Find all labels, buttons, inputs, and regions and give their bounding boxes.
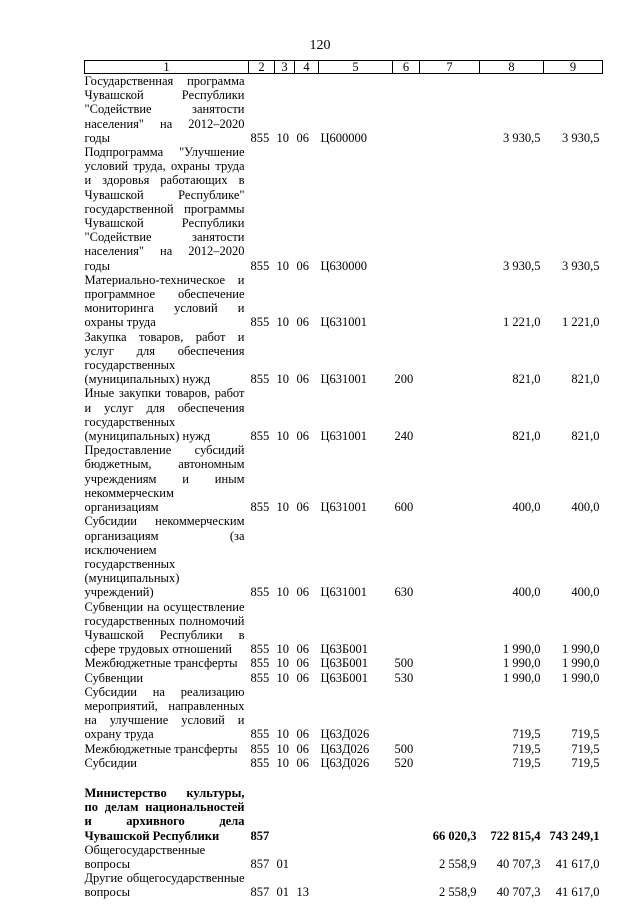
expense-type-code: 200 [394,372,414,387]
subsection-code: 06 [296,315,309,330]
amount-col7 [420,386,480,443]
amount-col7 [420,330,480,387]
amount-col8: 821,0 [512,429,541,444]
amount-col9: 719,5 [571,741,600,756]
amount-col8: 719,5 [512,727,541,742]
amount-col8: 1 990,0 [503,670,541,685]
amount-col9: 41 617,0 [555,885,600,900]
expense-type-code: 520 [394,755,414,770]
column-header-4: 4 [295,61,319,74]
target-article-code [319,786,393,843]
amount-col9: 719,5 [571,755,600,770]
section-code: 10 [276,642,289,657]
section-code: 10 [276,755,289,770]
spacer-row [85,770,603,786]
amount-col7 [420,685,480,742]
amount-col8: 3 930,5 [503,258,541,273]
amount-col7 [420,600,480,657]
amount-col8: 821,0 [512,372,541,387]
expense-type-code [393,600,420,657]
expense-type-code: 530 [394,670,414,685]
column-header-5: 5 [319,61,393,74]
expense-type-code [393,145,420,273]
target-article-code: Ц600000 [320,130,368,145]
subsection-code: 06 [296,258,309,273]
target-article-code [319,843,393,871]
target-article-code: Ц63Д026 [320,755,370,770]
ministry-code: 855 [250,642,270,657]
amount-col9: 821,0 [571,372,600,387]
amount-col7 [420,273,480,330]
row-name: Подпрограмма "Улучшение условий труда, охраны труда и здоровья работающих в Чувашской Республике" государственной программы Чувашской Республики "Содействие занятости населения" на 2012–2020 годы [84,145,245,273]
subsection-code: 06 [296,727,309,742]
section-code: 10 [276,429,289,444]
amount-col9: 41 617,0 [555,856,600,871]
ministry-code: 855 [250,372,270,387]
subsection-code: 06 [296,130,309,145]
table-row [85,386,603,443]
row-name: Межбюджетные трансферты [84,741,238,756]
subsection-code: 06 [296,670,309,685]
column-header-7: 7 [420,61,480,74]
amount-col7 [420,671,480,685]
amount-col8: 722 815,4 [490,828,541,843]
row-name: Общегосударственные вопросы [84,842,206,871]
amount-col8: 400,0 [512,500,541,515]
subsection-code: 06 [296,372,309,387]
amount-col9: 400,0 [571,500,600,515]
row-name: Государственная программа Чувашской Республики "Содействие занятости населения" на 2012–2020 годы [84,74,245,145]
amount-col7 [420,514,480,599]
expense-type-code [393,685,420,742]
row-name: Иные закупки товаров, работ и услуг для обеспечения государственных (муниципальных) нужд [84,386,245,444]
subsection-code: 06 [296,585,309,600]
section-code: 10 [276,130,289,145]
expense-type-code [393,786,420,843]
amount-col8: 719,5 [512,755,541,770]
target-article-code: Ц63Б001 [320,656,368,671]
amount-col7: 66 020,3 [432,828,477,843]
section-code: 10 [276,585,289,600]
amount-col7: 2 558,9 [439,856,477,871]
table-row [85,871,603,899]
row-name: Субсидии на реализацию мероприятий, направленных на улучшение условий и охрану труда [84,684,245,742]
target-article-code: Ц630000 [320,258,368,273]
row-name: Субсидии [84,755,137,770]
row-name: Предоставление субсидий бюджетным, автономным учреждениям и иным некоммерческим организациям [84,443,245,515]
amount-col7 [420,656,480,670]
table-row [85,843,603,871]
subsection-code: 06 [296,642,309,657]
budget-table [84,60,603,900]
column-number-header [85,61,603,74]
amount-col8: 1 990,0 [503,656,541,671]
expense-type-code [393,273,420,330]
amount-col7 [420,443,480,514]
spacer-cell [85,770,603,786]
column-header-3: 3 [275,61,295,74]
table-row [85,742,603,756]
amount-col8: 3 930,5 [503,130,541,145]
table-row [85,786,603,843]
expense-type-code [393,871,420,899]
row-name: Субсидии некоммерческим организациям (за исключением государственных (муниципальных) учреждений) [84,514,245,600]
amount-col8: 719,5 [512,741,541,756]
section-code: 10 [276,258,289,273]
ministry-code: 857 [250,856,270,871]
target-article-code: Ц631001 [320,315,368,330]
amount-col9: 3 930,5 [562,258,600,273]
table-row [85,685,603,742]
table-row [85,756,603,770]
target-article-code: Ц631001 [320,500,368,515]
amount-col8: 40 707,3 [496,856,541,871]
expense-type-code [393,843,420,871]
target-article-code: Ц63Д026 [320,741,370,756]
row-name: Министерство культуры, по делам национальностей и архивного дела Чувашской Республики [84,785,245,843]
column-header-2: 2 [249,61,275,74]
amount-col9: 1 990,0 [562,670,600,685]
subsection-code: 06 [296,656,309,671]
section-code: 10 [276,372,289,387]
ministry-code: 855 [250,656,270,671]
page-number: 120 [309,38,331,53]
expense-type-code: 500 [394,741,414,756]
column-header-1: 1 [85,61,249,74]
subsection-code: 06 [296,755,309,770]
expense-type-code: 600 [394,500,414,515]
ministry-code: 855 [250,727,270,742]
row-name: Закупка товаров, работ и услуг для обеспечения государственных (муниципальных) нужд [84,329,245,387]
amount-col9: 743 249,1 [549,828,600,843]
amount-col8: 1 221,0 [503,315,541,330]
subsection-code: 06 [296,741,309,756]
ministry-code: 855 [250,258,270,273]
target-article-code: Ц63Б001 [320,670,368,685]
ministry-code: 855 [250,755,270,770]
row-name: Субвенции на осуществление государственных полномочий Чувашской Республики в сфере трудовых отношений [84,599,245,657]
target-article-code: Ц631001 [320,372,368,387]
amount-col8: 400,0 [512,585,541,600]
ministry-code: 855 [250,741,270,756]
section-code [275,786,295,843]
ministry-code: 855 [250,500,270,515]
ministry-code: 855 [250,585,270,600]
target-article-code: Ц63Б001 [320,642,368,657]
column-header-6: 6 [393,61,420,74]
table-row [85,74,603,146]
target-article-code: Ц631001 [320,429,368,444]
table-row [85,443,603,514]
column-header-8: 8 [480,61,544,74]
subsection-code: 06 [296,500,309,515]
section-code: 10 [276,315,289,330]
amount-col9: 3 930,5 [562,130,600,145]
amount-col9: 1 221,0 [562,315,600,330]
table-row [85,145,603,273]
row-name: Межбюджетные трансферты [84,656,238,671]
ministry-code: 855 [250,429,270,444]
subsection-code: 13 [296,885,309,900]
amount-col7: 2 558,9 [439,885,477,900]
expense-type-code: 630 [394,585,414,600]
table-row [85,671,603,685]
row-name: Субвенции [84,670,144,685]
amount-col8: 40 707,3 [496,885,541,900]
amount-col9: 821,0 [571,429,600,444]
table-row [85,600,603,657]
table-row [85,330,603,387]
header-row [85,61,603,74]
column-header-9: 9 [544,61,603,74]
section-code: 10 [276,656,289,671]
section-code: 10 [276,670,289,685]
ministry-code: 857 [250,885,270,900]
table-row [85,656,603,670]
target-article-code: Ц631001 [320,585,368,600]
table-body [85,74,603,900]
subsection-code [295,843,319,871]
amount-col9: 1 990,0 [562,642,600,657]
ministry-code: 855 [250,130,270,145]
target-article-code [319,871,393,899]
subsection-code: 06 [296,429,309,444]
amount-col9: 400,0 [571,585,600,600]
ministry-code: 855 [250,670,270,685]
section-code: 10 [276,727,289,742]
section-code: 10 [276,741,289,756]
table-row [85,514,603,599]
subsection-code [295,786,319,843]
amount-col7 [420,756,480,770]
ministry-code: 857 [250,828,270,843]
section-code: 10 [276,500,289,515]
amount-col8: 1 990,0 [503,642,541,657]
section-code: 01 [276,856,289,871]
row-name: Материально-техническое и программное обеспечение мониторинга условий и охраны труда [84,272,245,330]
expense-type-code: 500 [394,656,414,671]
amount-col7 [420,74,480,146]
target-article-code: Ц63Д026 [320,727,370,742]
ministry-code: 855 [250,315,270,330]
expense-type-code: 240 [394,429,414,444]
amount-col7 [420,145,480,273]
amount-col9: 1 990,0 [562,656,600,671]
row-name: Другие общегосударственные вопросы [84,871,245,900]
table-row [85,273,603,330]
expense-type-code [393,74,420,146]
amount-col9: 719,5 [571,727,600,742]
amount-col7 [420,742,480,756]
section-code: 01 [276,885,289,900]
